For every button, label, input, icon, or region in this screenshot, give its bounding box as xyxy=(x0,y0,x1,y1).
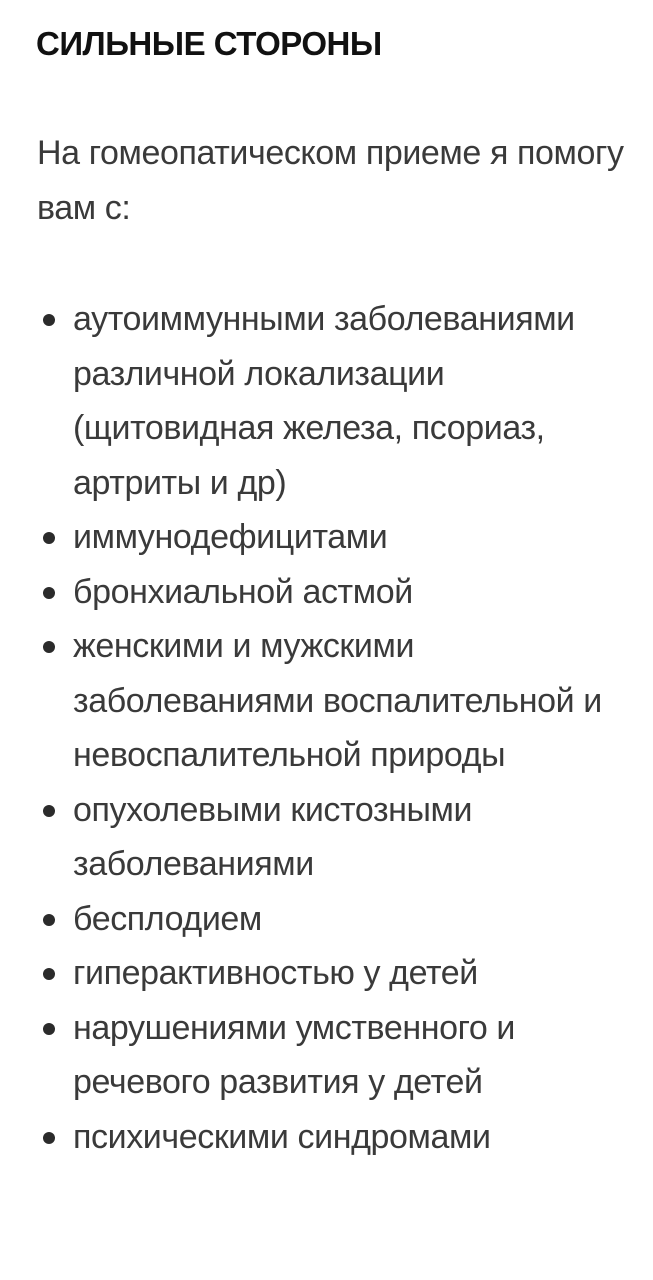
bullet-icon xyxy=(43,641,55,653)
bullet-icon xyxy=(43,587,55,599)
bullet-icon xyxy=(43,532,55,544)
bullet-icon xyxy=(43,1132,55,1144)
section-title: СИЛЬНЫЕ СТОРОНЫ xyxy=(36,25,382,62)
bullet-icon xyxy=(43,914,55,926)
list-item xyxy=(0,1110,653,1165)
list-item xyxy=(0,946,653,1001)
conditions-list xyxy=(0,292,653,1164)
list-item-text: иммунодефицитами xyxy=(73,518,388,556)
list-item xyxy=(0,783,653,892)
bullet-icon xyxy=(43,805,55,817)
list-item-text: психическими синдромами xyxy=(73,1117,491,1156)
list-item xyxy=(0,1001,653,1110)
list-item xyxy=(0,619,653,783)
intro-text: На гомеопатическом приеме я помогу вам с: xyxy=(37,134,624,227)
list-item xyxy=(0,510,653,565)
list-item-text: бесплодием xyxy=(73,899,262,938)
list-item-text: бронхиальной астмой xyxy=(73,572,413,611)
bullet-icon xyxy=(43,968,55,980)
list-item xyxy=(0,292,653,510)
list-item-text: женскими и мужскими заболеваниями воспалительной и невоспалительной природы xyxy=(73,627,602,774)
list-item xyxy=(0,892,653,947)
list-item-text: нарушениями умственного и речевого развития у детей xyxy=(73,1008,516,1101)
list-item xyxy=(0,565,653,620)
list-item-text: гиперактивностью у детей xyxy=(73,954,478,992)
bullet-icon xyxy=(43,314,55,326)
bullet-icon xyxy=(43,1023,55,1035)
list-item-text: опухолевыми кистозными заболеваниями xyxy=(73,790,473,883)
list-item-text: аутоиммунными заболеваниями различной локализации (щитовидная железа, псориаз, артриты и др) xyxy=(73,300,575,502)
